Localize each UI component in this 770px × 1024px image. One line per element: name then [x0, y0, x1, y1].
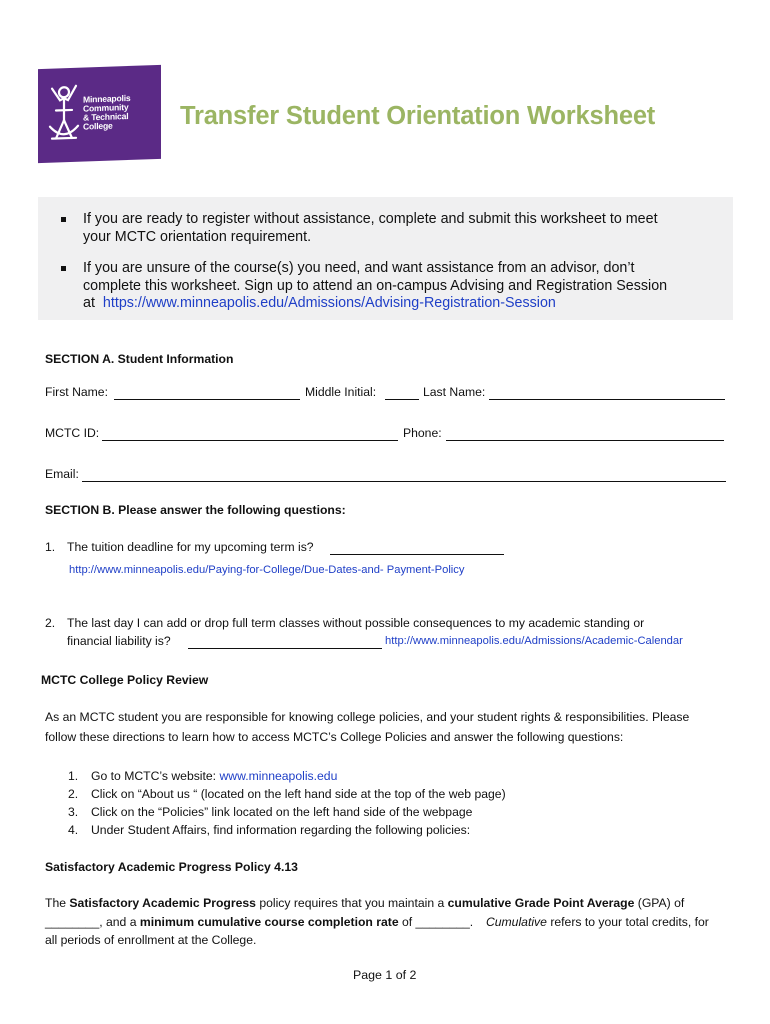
logo-line: Community: [83, 101, 129, 114]
page-number: Page 1 of 2: [353, 968, 417, 982]
question-2-text: The last day I can add or drop full term classes without possible consequences to my academic standing or: [67, 616, 645, 630]
policy-review-heading: MCTC College Policy Review: [41, 673, 209, 687]
instruction-text: If you are unsure of the course(s) you need, and want assistance from an advisor, don’t: [83, 260, 635, 276]
instruction-text: If you are ready to register without assistance, complete and submit this worksheet to meet: [83, 211, 658, 227]
phone-field[interactable]: [446, 440, 724, 441]
policy-paragraph: As an MCTC student you are responsible for knowing college policies, and your student rights & responsibilities. Please: [45, 710, 690, 724]
sap-text: ________, and a: [45, 915, 137, 929]
email-field[interactable]: [82, 481, 726, 482]
middle-initial-label: Middle Initial:: [305, 385, 377, 399]
logo-line: College: [83, 120, 113, 132]
sap-italic-text: Cumulative: [485, 915, 547, 929]
sap-bold-text: Satisfactory Academic Progress: [69, 896, 256, 910]
sap-text: refers to your total credits, for: [550, 915, 709, 929]
page-title: Transfer Student Orientation Worksheet: [180, 102, 656, 130]
instruction-box: [38, 197, 733, 320]
due-dates-link[interactable]: http://www.minneapolis.edu/Paying-for-College/Due-Dates-and- Payment-Policy: [69, 564, 465, 576]
question-number: 2.: [45, 616, 56, 630]
step-text: Click on the “Policies” link located on the left hand side of the webpage: [91, 805, 473, 819]
phone-label: Phone:: [403, 426, 442, 440]
section-b-heading: SECTION B. Please answer the following questions:: [45, 503, 346, 517]
mctc-id-label: MCTC ID:: [45, 426, 100, 440]
tuition-deadline-field[interactable]: [330, 554, 504, 555]
logo-wordmark: [83, 94, 130, 132]
sap-bold-text: cumulative Grade Point Average: [447, 896, 635, 910]
step-number: 2.: [68, 787, 79, 801]
step-number: 1.: [68, 769, 79, 783]
instruction-text: complete this worksheet. Sign up to attend an on-campus Advising and Registration Session: [83, 278, 668, 294]
question-1-text: The tuition deadline for my upcoming term is?: [67, 540, 314, 554]
logo-line: Minneapolis: [83, 92, 131, 105]
instruction-text: [83, 295, 556, 311]
question-2-text: financial liability is?: [67, 634, 171, 648]
last-name-label: Last Name:: [423, 385, 486, 399]
question-number: 1.: [45, 540, 56, 554]
step-text: Click on “About us “ (located on the left hand side at the top of the web page): [91, 787, 506, 801]
sap-text-line: all periods of enrollment at the College.: [45, 933, 257, 947]
advising-session-link[interactable]: https://www.minneapolis.edu/Admissions/Advising-Registration-Session: [102, 295, 556, 311]
at-text: at: [83, 295, 95, 311]
step-number: 4.: [68, 823, 79, 837]
mctc-id-field[interactable]: [102, 440, 398, 441]
first-name-label: First Name:: [45, 385, 108, 399]
sap-bold-text: minimum cumulative course completion rate: [139, 915, 399, 929]
academic-calendar-link[interactable]: http://www.minneapolis.edu/Admissions/Academic-Calendar: [385, 635, 683, 647]
policy-paragraph: follow these directions to learn how to access MCTC’s College Policies and answer the following questions:: [45, 730, 624, 744]
logo-line: & Technical: [83, 110, 129, 123]
sap-text: policy requires that you maintain a: [259, 896, 445, 910]
sap-text: of ________.: [402, 915, 474, 929]
step-text: Under Student Affairs, find information regarding the following policies:: [91, 823, 471, 837]
step-text: [91, 769, 337, 783]
email-label: Email:: [45, 467, 79, 481]
step-label: Go to MCTC’s website:: [91, 769, 217, 783]
first-name-field[interactable]: [114, 399, 300, 400]
bullet-square-icon: [61, 266, 66, 271]
sap-heading: Satisfactory Academic Progress Policy 4.13: [45, 860, 298, 874]
middle-initial-field[interactable]: [385, 399, 419, 400]
sap-text-line: [45, 915, 709, 929]
sap-text: (GPA) of: [637, 896, 685, 910]
mctc-website-link[interactable]: www.minneapolis.edu: [219, 769, 338, 783]
bullet-square-icon: [61, 217, 66, 222]
sap-text-line: [45, 896, 684, 910]
add-drop-deadline-field[interactable]: [188, 648, 382, 649]
college-logo: [38, 65, 161, 163]
section-a-heading: SECTION A. Student Information: [45, 352, 234, 366]
step-number: 3.: [68, 805, 79, 819]
instruction-text: your MCTC orientation requirement.: [83, 229, 312, 245]
logo-figure-icon: [46, 80, 82, 147]
last-name-field[interactable]: [489, 399, 725, 400]
sap-text: The: [45, 896, 67, 910]
